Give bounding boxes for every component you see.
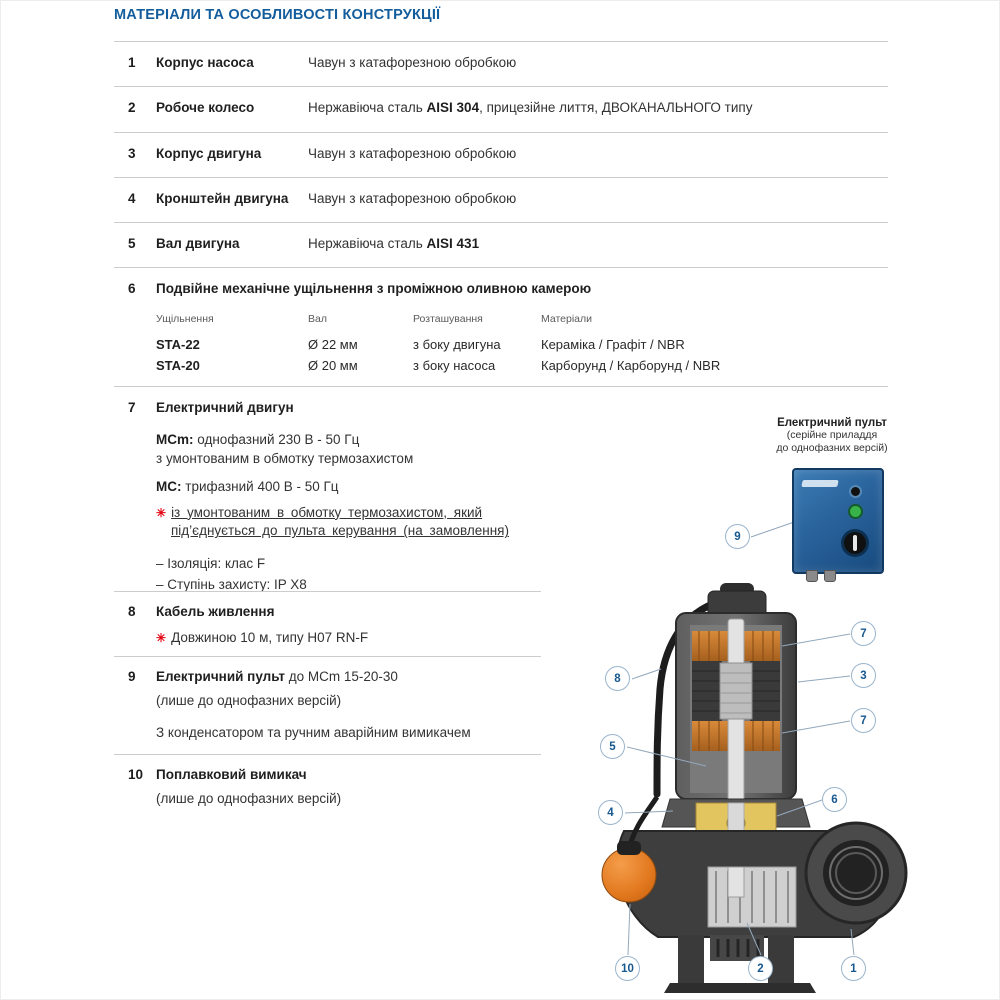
desc-text: Чавун з катафорезною обробкою [308, 146, 517, 161]
row-name: Кронштейн двигуна [156, 191, 289, 206]
row-desc [308, 145, 888, 177]
seal-shaft: Ø 22 мм [308, 336, 358, 352]
callout-8: 8 [605, 666, 630, 691]
float-subtitle: (лише до однофазних версій) [156, 790, 342, 806]
mcm-text: однофазний 230 В - 50 Гц [197, 431, 360, 447]
seal-section [114, 267, 888, 386]
motor-title: Електричний двигун [156, 400, 294, 415]
row-name: Корпус насоса [156, 55, 254, 70]
mc-text: трифазний 400 В - 50 Гц [185, 478, 339, 494]
motor-bullets [156, 554, 551, 595]
motor-mcm-paragraph [156, 431, 551, 469]
control-title: Електричний пульт [156, 669, 285, 684]
indicator-button-icon [851, 487, 860, 496]
control-subtitle: (лише до однофазних версій) [156, 692, 342, 708]
seal-materials: Карборунд / Карборунд / NBR [541, 357, 721, 373]
callout-7b: 7 [851, 708, 876, 733]
desc-bold: AISI 304 [426, 100, 480, 115]
seal-col-header: Розташування [413, 312, 483, 325]
motor-body [156, 399, 551, 591]
panel-caption-title: Електричний пульт [777, 417, 887, 429]
float-switch-section [114, 754, 541, 834]
material-row-4 [114, 177, 888, 222]
footnote-line1: із умонтованим в обмотку термозахистом, який [171, 504, 483, 520]
desc-text: Нержавіюча сталь [308, 236, 427, 251]
row-desc [308, 190, 888, 222]
seal-col-header: Вал [308, 312, 327, 325]
row-name: Вал двигуна [156, 236, 240, 251]
row-name: Робоче колесо [156, 100, 255, 115]
row-number: 1 [128, 55, 136, 70]
desc-text: Чавун з катафорезною обробкою [308, 191, 517, 206]
callout-10: 10 [615, 956, 640, 981]
motor-mc-paragraph [156, 478, 551, 497]
cable-body [156, 603, 541, 656]
callout-6: 6 [822, 787, 847, 812]
panel-caption-sub: (серійне приладдя [786, 429, 878, 441]
seal-title: Подвійне механічне ущільнення з проміжною оливною камерою [156, 281, 592, 296]
cable-title: Кабель живлення [156, 604, 275, 619]
desc-bold: AISI 431 [426, 236, 480, 251]
cable-text: Довжиною 10 м, типу H07 RN-F [171, 629, 369, 645]
seal-col-header: Ущільнення [156, 312, 214, 325]
callout-7a: 7 [851, 621, 876, 646]
seal-table-row [156, 355, 888, 376]
page-title: МАТЕРІАЛИ ТА ОСОБЛИВОСТІ КОНСТРУКЦІЇ [114, 7, 441, 23]
row-desc [308, 99, 888, 132]
rotary-switch-icon [844, 532, 866, 554]
materials-list [114, 41, 888, 591]
material-row-3 [114, 132, 888, 177]
desc-text: Нержавіюча сталь [308, 100, 427, 115]
row-name: Корпус двигуна [156, 146, 262, 161]
float-title: Поплавковий вимикач [156, 767, 307, 782]
footnote-line2: під’єднується до пульта керування (на замовлення) [171, 523, 509, 539]
material-row-2 [114, 86, 888, 132]
seal-shaft: Ø 20 мм [308, 357, 358, 373]
row-number: 2 [128, 100, 136, 115]
row-number: 10 [128, 767, 144, 782]
row-number: 6 [128, 281, 136, 296]
brand-logo [801, 480, 838, 487]
desc-text: , прицезійне лиття, ДВОКАНАЛЬНОГО типу [479, 100, 753, 115]
footnote-star-icon: ✳ [156, 505, 167, 520]
control-title-rest: до MCm 15-20-30 [288, 669, 398, 684]
lower-sections [114, 591, 541, 834]
seal-materials: Кераміка / Графіт / NBR [541, 336, 685, 352]
mcm-label: MCm: [156, 431, 194, 447]
mcm-text-line2: з умонтованим в обмотку термозахистом [156, 450, 414, 466]
seal-name: STA-20 [156, 357, 200, 373]
desc-text: Чавун з катафорезною обробкою [308, 55, 517, 70]
motor-footnote [156, 504, 551, 542]
insulation-line: – Ізоляція: клас F [156, 556, 266, 572]
callout-5: 5 [600, 734, 625, 759]
seal-col-header: Матеріали [541, 312, 593, 325]
row-number: 7 [128, 400, 136, 415]
control-text: З конденсатором та ручним аварійним вимикачем [156, 724, 471, 740]
control-panel-image [792, 468, 884, 574]
seal-table-header [156, 312, 888, 327]
row-desc [308, 235, 888, 267]
float-switch-body [156, 766, 541, 834]
material-row-5 [114, 222, 888, 267]
seal-table-row [156, 334, 888, 355]
callout-3: 3 [851, 663, 876, 688]
row-number: 9 [128, 669, 136, 684]
material-row-1 [114, 41, 888, 86]
power-indicator-icon [850, 506, 861, 517]
callout-4: 4 [598, 800, 623, 825]
row-number: 4 [128, 191, 136, 206]
callout-1: 1 [841, 956, 866, 981]
row-number: 5 [128, 236, 136, 251]
control-panel-body [156, 668, 541, 754]
seal-name: STA-22 [156, 336, 200, 352]
callout-2: 2 [748, 956, 773, 981]
control-panel-section [114, 656, 541, 754]
seal-location: з боку двигуна [413, 336, 501, 352]
cable-section [114, 591, 541, 656]
panel-caption [759, 417, 905, 455]
footnote-star-icon: ✳ [156, 630, 167, 645]
protection-line: – Ступінь захисту: IP X8 [156, 576, 307, 592]
seal-location: з боку насоса [413, 357, 496, 373]
row-number: 8 [128, 604, 136, 619]
callout-9: 9 [725, 524, 750, 549]
mc-label: MC: [156, 478, 182, 494]
row-desc [308, 54, 888, 86]
seal-body [156, 280, 888, 386]
cable-gland-icon [824, 570, 836, 582]
panel-caption-sub: до однофазних версій) [776, 442, 888, 455]
row-number: 3 [128, 146, 136, 161]
cable-gland-icon [806, 570, 818, 582]
